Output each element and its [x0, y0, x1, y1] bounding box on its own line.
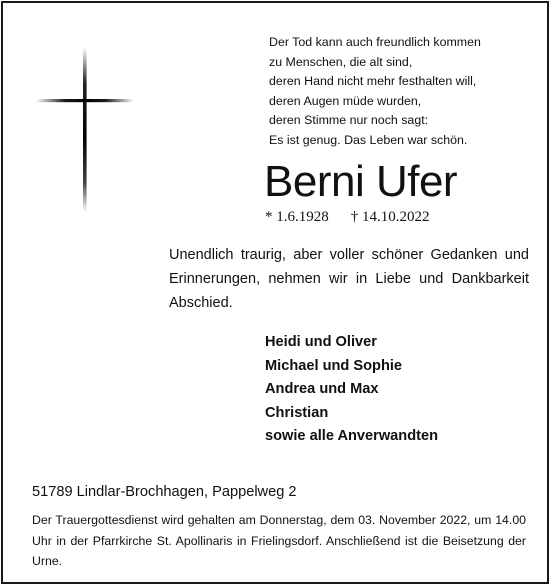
mourner: sowie alle Anverwandten [265, 428, 439, 444]
mourner: Heidi und Oliver [265, 334, 377, 350]
poem-line: Es ist genug. Das Leben war schön. [269, 132, 468, 147]
life-dates [265, 207, 430, 227]
mourner: Christian [265, 404, 329, 421]
poem [269, 33, 529, 150]
family-address: 51789 Lindlar-Brochhagen, Pappelweg 2 [32, 484, 297, 500]
farewell-message: Unendlich traurig, aber voller schöner Gedanken und Erinnerungen, nehmen wir in Liebe und Dankbarkeit Abschied. [169, 247, 529, 311]
mourner: Andrea und Max [265, 381, 379, 397]
deceased-name: Berni Ufer [264, 157, 458, 206]
cross-icon [36, 47, 134, 212]
death-date: † 14.10.2022 [350, 209, 430, 225]
mourner: Michael und Sophie [265, 357, 403, 374]
service-details: Der Trauergottesdienst wird gehalten am Donnerstag, dem 03. November 2022, um 14.00 Uhr in der Pfarrkirche St. Apollinaris in Frielingsdorf. Anschließend ist die Beisetzung der Urne. [32, 513, 526, 568]
obituary-notice [1, 1, 549, 584]
birth-date: * 1.6.1928 [265, 209, 329, 225]
poem-line: deren Stimme nur noch sagt: [269, 113, 429, 127]
poem-line: deren Augen müde wurden, [269, 93, 422, 108]
poem-line: Der Tod kann auch freundlich kommen [269, 35, 481, 49]
mourners-list [265, 331, 438, 449]
poem-line: zu Menschen, die alt sind, [269, 54, 413, 69]
poem-line: deren Hand nicht mehr festhalten will, [269, 74, 477, 88]
